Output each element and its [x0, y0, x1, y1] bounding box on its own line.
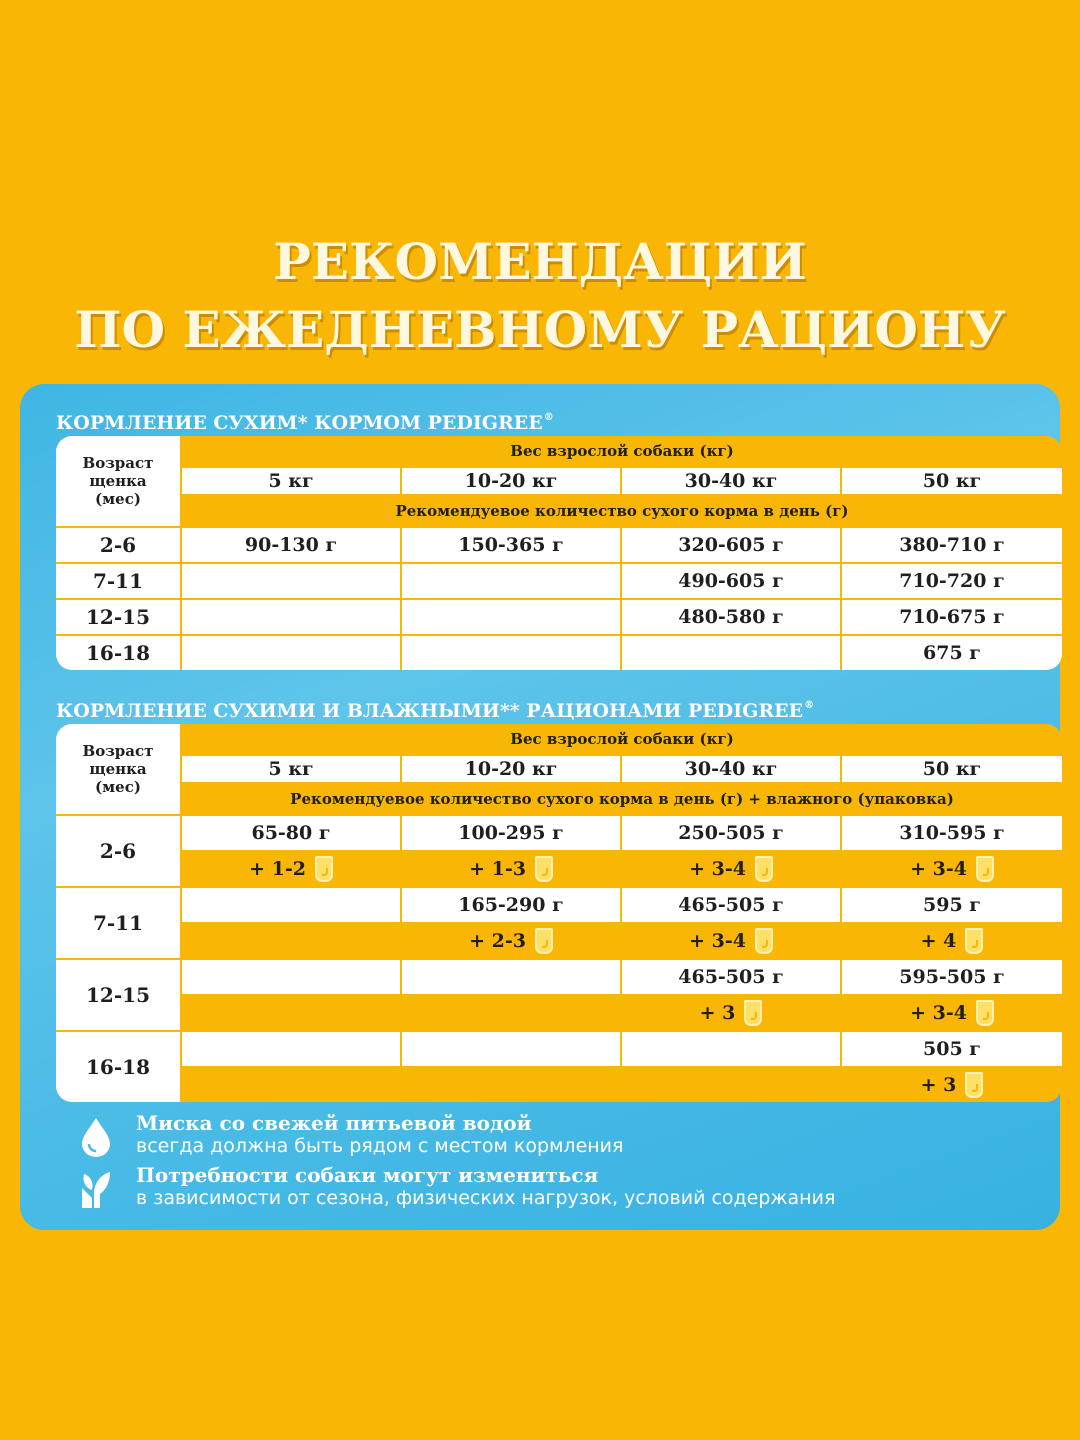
page-title: [0, 228, 1080, 364]
water-drop-icon: [76, 1116, 116, 1158]
wet-amount-text: + 3-4: [689, 858, 746, 880]
pouch-icon: [976, 856, 994, 882]
dry-amount-cell: 710-720 г: [842, 564, 1062, 598]
pouch-icon: [755, 856, 773, 882]
age-column-header: [56, 436, 180, 526]
note-water: [76, 1112, 1036, 1164]
pouch-icon: [976, 1000, 994, 1026]
wet-amount-text: + 3-4: [910, 1002, 967, 1024]
weight-10-20kg: 10-20 кг: [402, 756, 620, 782]
dry-amount-cell: [182, 564, 400, 598]
dry-amount-cell: [182, 1032, 400, 1066]
dry-amount-cell: 595 г: [842, 888, 1062, 922]
wet-amount-cell: [182, 1068, 400, 1102]
weight-header: Вес взрослой собаки (кг): [510, 730, 734, 748]
age-header-line: Возраст: [82, 742, 154, 760]
note-water-bold: Миска со свежей питьевой водой: [136, 1111, 532, 1135]
pouch-icon: [315, 856, 333, 882]
wet-amount-text: + 3-4: [910, 858, 967, 880]
page-title-line-1: РЕКОМЕНДАЦИИ: [273, 232, 807, 291]
notes: [76, 1112, 1036, 1216]
age-header-line: щенка: [89, 472, 147, 490]
dry-feeding-table: [56, 436, 1062, 670]
wet-amount-text: + 4: [920, 930, 957, 952]
dry-amount-cell: 100-295 г: [402, 816, 620, 850]
wet-amount-cell: [622, 924, 840, 958]
section-2-title: [56, 694, 814, 723]
dry-amount-cell: 675 г: [842, 636, 1062, 670]
dry-amount-cell: [402, 960, 620, 994]
pouch-icon: [535, 856, 553, 882]
registered-mark: ®: [543, 412, 554, 423]
wet-amount-cell: [182, 924, 400, 958]
wet-amount-cell: [402, 1068, 620, 1102]
section-1-title: [56, 406, 554, 435]
weight-50kg: 50 кг: [842, 468, 1062, 494]
dry-amount-cell: 490-605 г: [622, 564, 840, 598]
note-needs: [76, 1164, 1036, 1216]
wet-amount-cell: [842, 852, 1062, 886]
weight-5kg: 5 кг: [182, 756, 400, 782]
age-header-line: щенка: [89, 760, 147, 778]
amount-header: Рекомендуевое количество сухого корма в день (г) + влажного (упаковка): [290, 790, 954, 808]
wet-amount-text: + 3-4: [689, 930, 746, 952]
age-cell: 7-11: [56, 888, 180, 958]
note-water-text: всегда должна быть рядом с местом кормления: [136, 1135, 624, 1157]
dry-amount-cell: [402, 636, 620, 670]
age-cell: 12-15: [56, 600, 180, 634]
wet-amount-cell: [622, 852, 840, 886]
dry-amount-cell: 65-80 г: [182, 816, 400, 850]
age-cell: 7-11: [56, 564, 180, 598]
wet-amount-cell: [402, 852, 620, 886]
age-cell: 16-18: [56, 1032, 180, 1102]
wet-amount-cell: [842, 996, 1062, 1030]
weight-30-40kg: 30-40 кг: [622, 756, 840, 782]
dry-amount-cell: 150-365 г: [402, 528, 620, 562]
dry-amount-cell: 320-605 г: [622, 528, 840, 562]
dry-amount-cell: 310-595 г: [842, 816, 1062, 850]
note-needs-bold: Потребности собаки могут измениться: [136, 1163, 599, 1187]
dry-amount-cell: 250-505 г: [622, 816, 840, 850]
dry-amount-cell: [402, 600, 620, 634]
age-cell: 12-15: [56, 960, 180, 1030]
wet-amount-text: + 1-2: [249, 858, 306, 880]
dry-amount-cell: 480-580 г: [622, 600, 840, 634]
dry-amount-cell: 465-505 г: [622, 888, 840, 922]
dog-needs-icon: [76, 1168, 116, 1210]
dry-amount-cell: 465-505 г: [622, 960, 840, 994]
dry-amount-cell: [402, 1032, 620, 1066]
age-cell: 2-6: [56, 528, 180, 562]
dry-amount-cell: 165-290 г: [402, 888, 620, 922]
pouch-icon: [965, 928, 983, 954]
dry-amount-cell: 595-505 г: [842, 960, 1062, 994]
wet-amount-cell: [182, 852, 400, 886]
dry-amount-cell: [182, 960, 400, 994]
dry-amount-cell: [182, 636, 400, 670]
wet-amount-cell: [622, 996, 840, 1030]
dry-amount-cell: 505 г: [842, 1032, 1062, 1066]
pouch-icon: [535, 928, 553, 954]
age-cell: 2-6: [56, 816, 180, 886]
section-2-title-text: КОРМЛЕНИЕ СУХИМИ И ВЛАЖНЫМИ** РАЦИОНАМИ PEDIGREE: [56, 700, 804, 722]
wet-amount-cell: [182, 996, 400, 1030]
wet-amount-cell: [402, 996, 620, 1030]
wet-amount-cell: [622, 1068, 840, 1102]
pouch-icon: [965, 1072, 983, 1098]
age-header-line: (мес): [95, 778, 141, 796]
wet-amount-text: + 1-3: [469, 858, 526, 880]
dry-amount-cell: 710-675 г: [842, 600, 1062, 634]
section-1-title-text: КОРМЛЕНИЕ СУХИМ* КОРМОМ PEDIGREE: [56, 412, 543, 434]
dry-amount-cell: [622, 1032, 840, 1066]
age-header-line: (мес): [95, 490, 141, 508]
dry-amount-cell: [402, 564, 620, 598]
wet-amount-cell: [842, 1068, 1062, 1102]
wet-amount-cell: [842, 924, 1062, 958]
dry-amount-cell: [622, 636, 840, 670]
pouch-icon: [755, 928, 773, 954]
wet-amount-text: + 2-3: [469, 930, 526, 952]
dry-amount-cell: 380-710 г: [842, 528, 1062, 562]
dry-amount-cell: [182, 600, 400, 634]
weight-header: Вес взрослой собаки (кг): [510, 442, 734, 460]
weight-5kg: 5 кг: [182, 468, 400, 494]
dry-wet-feeding-table: [56, 724, 1062, 1102]
wet-amount-text: + 3: [699, 1002, 736, 1024]
page-title-line-2: ПО ЕЖЕДНЕВНОМУ РАЦИОНУ: [74, 300, 1006, 359]
age-header-line: Возраст: [82, 454, 154, 472]
weight-30-40kg: 30-40 кг: [622, 468, 840, 494]
wet-amount-cell: [402, 924, 620, 958]
age-column-header: [56, 724, 180, 814]
weight-50kg: 50 кг: [842, 756, 1062, 782]
dry-amount-cell: [182, 888, 400, 922]
wet-amount-text: + 3: [920, 1074, 957, 1096]
note-needs-text: в зависимости от сезона, физических нагрузок, условий содержания: [136, 1187, 836, 1209]
registered-mark: ®: [804, 700, 815, 711]
age-cell: 16-18: [56, 636, 180, 670]
recommendations-panel: [20, 384, 1060, 1230]
amount-header: Рекомендуевое количество сухого корма в день (г): [395, 502, 849, 520]
dry-amount-cell: 90-130 г: [182, 528, 400, 562]
weight-10-20kg: 10-20 кг: [402, 468, 620, 494]
pouch-icon: [744, 1000, 762, 1026]
